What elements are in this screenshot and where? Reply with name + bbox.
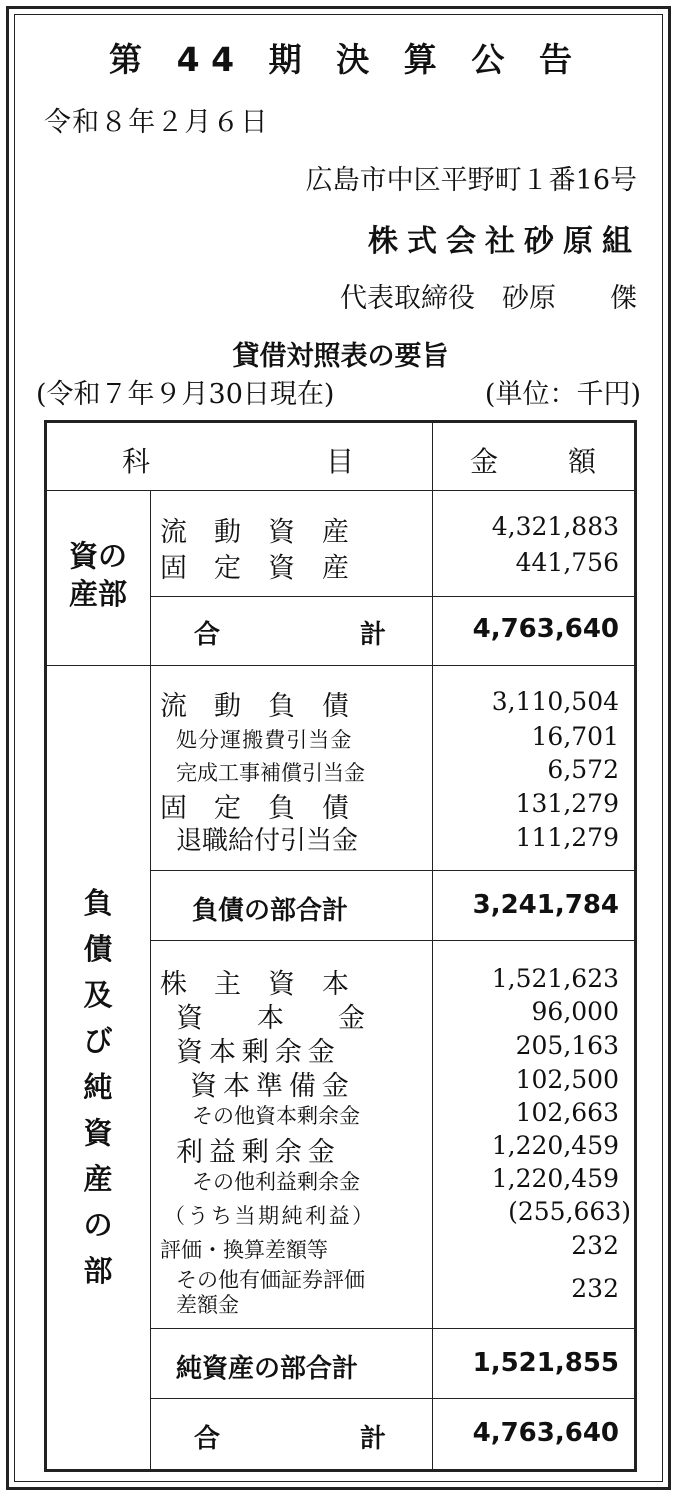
- liability-row-label: 退職給付引当金: [176, 826, 359, 856]
- header-amount: 金: [470, 445, 499, 478]
- net-assets-total-amount: 1,521,855: [472, 1348, 619, 1378]
- company-address: 広島市中区平野町１番16号: [305, 165, 637, 196]
- header-amount: 額: [568, 445, 597, 478]
- grand-total-label: 合: [194, 1424, 221, 1454]
- row-divider: [150, 1398, 636, 1399]
- liability-row-amount: 111,279: [515, 823, 619, 852]
- statement-unit: (単位：千円): [484, 379, 641, 410]
- asset-row-label: 流 動 資 産: [160, 517, 349, 548]
- net-assets-row-amount: 102,500: [515, 1065, 619, 1094]
- liability-row-label: 処分運搬費引当金: [176, 728, 353, 752]
- liability-row-amount: 16,701: [531, 722, 619, 751]
- net-assets-row-amount: 205,163: [515, 1031, 619, 1060]
- net-assets-row-amount: 1,521,623: [491, 964, 619, 993]
- net-assets-row-label: 利益剰余金: [176, 1137, 341, 1168]
- liabilities-total-label: 負債の部合計: [192, 896, 349, 926]
- liabilities-total-amount: 3,241,784: [472, 890, 619, 920]
- statement-title: 貸借対照表の要旨: [232, 341, 449, 372]
- net-assets-row-amount: 232: [571, 1231, 619, 1260]
- net-assets-row-label: 資 本 金: [176, 1003, 365, 1034]
- grand-total-label: 計: [360, 1424, 387, 1454]
- statement-period: (令和７年９月30日現在): [36, 379, 335, 410]
- net-assets-row-amount: 1,220,459: [491, 1164, 619, 1193]
- net-assets-row-amount: 96,000: [531, 997, 619, 1026]
- net-assets-row-label: 株 主 資 本: [160, 969, 349, 1000]
- liability-row-amount: 6,572: [547, 755, 619, 784]
- liability-row-amount: 3,110,504: [491, 687, 619, 716]
- row-divider: [150, 940, 636, 941]
- asset-row-amount: 4,321,883: [491, 512, 619, 541]
- net-assets-row-label: （うち当期純利益）: [164, 1204, 376, 1228]
- header-item: 科: [122, 445, 151, 478]
- assets-total-label: 合: [194, 620, 221, 650]
- liability-row-label: 流 動 負 債: [160, 691, 349, 722]
- asset-row-amount: 441,756: [515, 548, 619, 577]
- net-assets-row-label: 資本剰余金: [176, 1037, 341, 1068]
- asset-row-label: 固 定 資 産: [160, 553, 349, 584]
- notice-date: 令和８年２月６日: [44, 107, 269, 138]
- net-assets-row-label: その他資本剰余金: [192, 1104, 360, 1128]
- net-assets-row-label: その他有価証券評価: [176, 1268, 365, 1292]
- net-assets-row-label: その他利益剰余金: [192, 1170, 360, 1194]
- net-assets-total-label: 純資産の部合計: [176, 1354, 359, 1384]
- liability-row-label: 固 定 負 債: [160, 793, 349, 824]
- row-divider: [150, 1328, 636, 1329]
- header-item: 目: [326, 445, 355, 478]
- assets-total-amount: 4,763,640: [472, 614, 619, 644]
- liability-row-label: 完成工事補償引当金: [176, 761, 365, 785]
- grand-total-amount: 4,763,640: [472, 1418, 619, 1448]
- net-assets-row-label: 資本準備金: [190, 1071, 355, 1102]
- row-divider: [150, 870, 636, 871]
- row-divider: [45, 490, 636, 491]
- net-assets-row-amount: 1,220,459: [491, 1131, 619, 1160]
- column-divider-section: [150, 490, 151, 1470]
- representative: 代表取締役 砂原 傑: [340, 283, 637, 314]
- net-assets-row-amount: 102,663: [515, 1098, 619, 1127]
- net-assets-row-amount: (255,663): [508, 1197, 631, 1226]
- liability-row-amount: 131,279: [515, 789, 619, 818]
- company-name: 株式会社砂原組: [368, 224, 641, 259]
- column-divider-amount: [432, 421, 433, 1470]
- assets-total-label: 計: [360, 620, 387, 650]
- assets-section-label: 資の 産部: [68, 539, 127, 611]
- notice-title: 第 44 期 決 算 公 告: [108, 40, 584, 79]
- net-assets-row-label: 差額金: [176, 1293, 239, 1317]
- net-assets-row-amount: 232: [571, 1274, 619, 1303]
- net-assets-row-label: 評価・換算差額等: [160, 1238, 328, 1262]
- row-divider: [45, 665, 636, 666]
- row-divider: [150, 596, 636, 597]
- liabilities-net-assets-section-label: 負 債 及 び 純 資 産 の 部: [83, 886, 113, 1288]
